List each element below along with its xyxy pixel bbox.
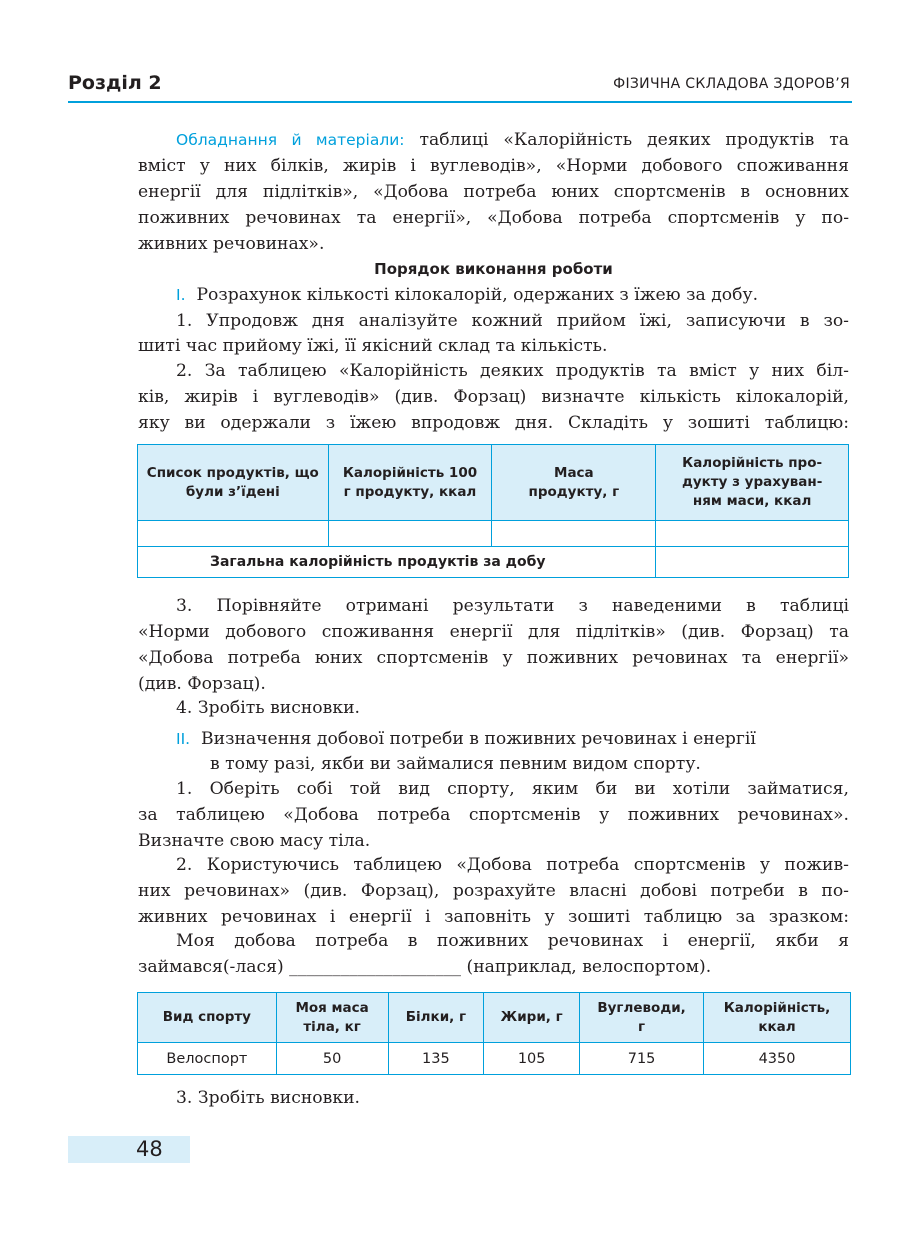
total-calories-label: Загальна калорійність продуктів за добу <box>138 547 656 578</box>
cell-body-mass: 50 <box>276 1043 388 1075</box>
section-1-text: Розрахунок кількості кілокалорій, одержаних з їжею за добу. <box>196 285 759 305</box>
cell-proteins: 135 <box>388 1043 484 1075</box>
section-2-title-line-2: в тому разі, якби ви займалися певним видом спорту. <box>210 754 701 774</box>
col-header-sport: Вид спорту <box>138 993 277 1043</box>
step-2-1-line-1: 1. Оберіть собі той вид спорту, яким би ви хотіли займатися, <box>176 779 849 799</box>
section-2-title-line-1 <box>138 727 849 751</box>
col-header-calories-100g: Калорійність 100 г продукту, ккал <box>328 445 492 521</box>
table-row <box>138 1043 851 1075</box>
calorie-table-header-row <box>138 445 849 521</box>
section-2-number: II. <box>176 730 191 748</box>
col-header-body-mass: Моя маса тіла, кг <box>276 993 388 1043</box>
table-cell <box>138 521 329 547</box>
step-1-2-line-3: яку ви одержали з їжею впродовж дня. Складіть у зошиті таблицю: <box>138 413 849 433</box>
step-1-4: 4. Зробіть висновки. <box>176 698 360 718</box>
step-2-1-line-2: за таблицею «Добова потреба спортсменів у поживних речовинах». <box>138 805 849 825</box>
col-header-fats: Жири, г <box>484 993 580 1043</box>
section-title: Розділ 2 <box>68 72 162 94</box>
equipment-line-5: живних речовинах». <box>138 234 325 254</box>
sport-table-header-row <box>138 993 851 1043</box>
equipment-line-4: поживних речовинах та енергії», «Добова потреба спортсменів у по- <box>138 208 849 228</box>
col-header-products: Список продуктів, що були з’їдені <box>138 445 329 521</box>
table-cell <box>656 547 849 578</box>
table-cell <box>328 521 492 547</box>
page-number: 48 <box>136 1137 163 1161</box>
header-rule <box>68 101 852 103</box>
equipment-label: Обладнання й матеріали: <box>176 131 405 149</box>
step-1-1-line-1: 1. Упродовж дня аналізуйте кожний прийом їжі, записуючи в зо- <box>176 311 849 331</box>
table-cell <box>492 521 656 547</box>
sport-needs-table <box>137 992 851 1075</box>
cell-carbs: 715 <box>580 1043 704 1075</box>
equipment-line-1 <box>138 128 849 152</box>
col-header-proteins: Білки, г <box>388 993 484 1043</box>
step-1-3-line-1: 3. Порівняйте отримані результати з наведеними в таблиці <box>176 596 849 616</box>
example-line-1: Моя добова потреба в поживних речовинах і енергії, якби я <box>176 931 849 951</box>
step-1-2-line-1: 2. За таблицею «Калорійність деяких продуктів та вміст у них біл- <box>176 361 849 381</box>
example-line-2: займався(-лася) ____________________ (наприклад, велоспортом). <box>138 957 712 977</box>
cell-calories: 4350 <box>704 1043 851 1075</box>
cell-fats: 105 <box>484 1043 580 1075</box>
col-header-calories: Калорійність, ккал <box>704 993 851 1043</box>
table-cell <box>656 521 849 547</box>
section-2-text-1: Визначення добової потреби в поживних речовинах і енергії <box>201 729 756 749</box>
step-1-1-line-2: шиті час прийому їжі, її якісний склад та кількість. <box>138 336 608 356</box>
step-1-3-line-4: (див. Форзац). <box>138 674 266 694</box>
equipment-line-2: вміст у них білків, жирів і вуглеводів», «Норми добового споживання <box>138 156 849 176</box>
step-2-1-line-3: Визначте свою масу тіла. <box>138 831 371 851</box>
chapter-title: ФІЗИЧНА СКЛАДОВА ЗДОРОВ’Я <box>613 76 850 92</box>
page-number-band <box>68 1136 190 1163</box>
section-1-title <box>138 283 849 307</box>
col-header-carbs: Вуглеводи, г <box>580 993 704 1043</box>
col-header-calories-mass: Калорійність про-дукту з урахуван-ням маси, ккал <box>656 445 849 521</box>
procedure-heading: Порядок виконання роботи <box>374 260 613 278</box>
calorie-table <box>137 444 849 578</box>
step-1-2-line-2: ків, жирів і вуглеводів» (див. Форзац) визначте кількість кілокалорій, <box>138 387 849 407</box>
col-header-mass: Маса продукту, г <box>492 445 656 521</box>
step-2-2-line-3: живних речовинах і енергії і заповніть у зошиті таблицю за зразком: <box>138 907 849 927</box>
section-1-number: I. <box>176 286 186 304</box>
step-1-3-line-3: «Добова потреба юних спортсменів у поживних речовинах та енергії» <box>138 648 849 668</box>
step-1-3-line-2: «Норми добового споживання енергії для підлітків» (див. Форзац) та <box>138 622 849 642</box>
step-2-2-line-2: них речовинах» (див. Форзац), розрахуйте власні добові потреби в по- <box>138 881 849 901</box>
equipment-text-1: таблиці «Калорійність деяких продуктів та <box>419 130 850 150</box>
calorie-table-total-row <box>138 547 849 578</box>
step-2-3: 3. Зробіть висновки. <box>176 1088 360 1108</box>
calorie-table-empty-row <box>138 521 849 547</box>
equipment-line-3: енергії для підлітків», «Добова потреба юних спортсменів в основних <box>138 182 849 202</box>
cell-sport: Велоспорт <box>138 1043 277 1075</box>
step-2-2-line-1: 2. Користуючись таблицею «Добова потреба спортсменів у пожив- <box>176 855 849 875</box>
